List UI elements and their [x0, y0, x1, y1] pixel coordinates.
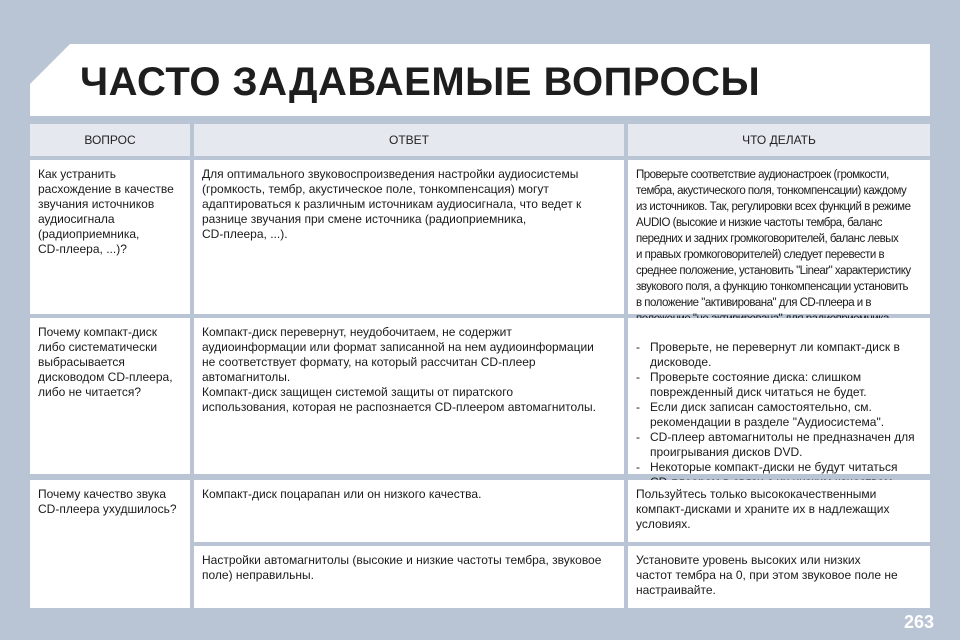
page-number: 263	[903, 612, 934, 632]
row-4-answer: Настройки автомагнитолы (высокие и низкие частоты тембра, звуковое поле) неправильны.	[194, 546, 624, 608]
action-list-item: - Некоторые компакт-диски не будут читаться	[636, 460, 922, 490]
header-question: ВОПРОС	[30, 124, 190, 156]
row-2-action	[628, 318, 930, 474]
row-1-question: Как устранить расхождение в качестве звучания источников аудиосигнала (радиоприемника, CD-плеера, ...)?	[30, 160, 190, 314]
row-3-question: Почему качество звука CD-плеера ухудшилось?	[30, 480, 190, 608]
row-3-action: Пользуйтесь только высококачественными компакт-дисками и храните их в надлежащих условиях.	[628, 480, 930, 542]
row-1-answer: Для оптимального звуковоспроизведения настройки аудиосистемы (громкость, тембр, акустическое поле, тонкомпенсация) могут адаптироваться к различным источникам аудиосигнала, что ведет к разнице звучания при смене источника (радиоприемника, CD-плеера, ...).	[194, 160, 624, 314]
row-2-question: Почему компакт-диск либо систематически выбрасывается дисководом CD-плеера, либо не читается?	[30, 318, 190, 474]
action-list	[636, 340, 922, 490]
action-list-item: - Проверьте, не перевернут ли компакт-диск в дисководе.	[636, 340, 922, 370]
header-answer: ОТВЕТ	[194, 124, 624, 156]
row-4-action: Установите уровень высоких или низких частот тембра на 0, при этом звуковое поле не настраивайте.	[628, 546, 930, 608]
row-1-action: Проверьте соответствие аудионастроек (громкости, тембра, акустического поля, тонкомпенсации) каждому из источников. Так, регулировки всех функций в режиме AUDIO (высокие и низкие частоты тембра, баланс передних и задних громкоговорителей, баланс левых и правых громкоговорителей) следует перевести в среднее положение, установить "Linear" характеристику звукового поля, а функцию тонкомпенсации установить в положение "активирована" для CD-плеера и в	[628, 160, 930, 314]
row-2-answer: Компакт-диск перевернут, неудобочитаем, не содержит аудиоинформации или формат записанной на нем аудиоинформации не соответствует формату, на который рассчитан CD-плеер автомагнитолы. Компакт-диск защищен системой защиты от пиратского использования, которая не распознается CD-плеером автомагнитолы.	[194, 318, 624, 474]
action-list-item: - CD-плеер автомагнитолы не предназначен для проигрывания дисков DVD.	[636, 430, 922, 460]
action-list-item: - Если диск записан самостоятельно, см. рекомендации в разделе "Аудиосистема".	[636, 400, 922, 430]
action-list-item: - Проверьте состояние диска: слишком поврежденный диск читаться не будет.	[636, 370, 922, 400]
page-title: ЧАСТО ЗАДАВАЕМЫЕ ВОПРОСЫ	[80, 60, 761, 104]
row-3-answer: Компакт-диск поцарапан или он низкого качества.	[194, 480, 624, 542]
header-action: ЧТО ДЕЛАТЬ	[628, 124, 930, 156]
